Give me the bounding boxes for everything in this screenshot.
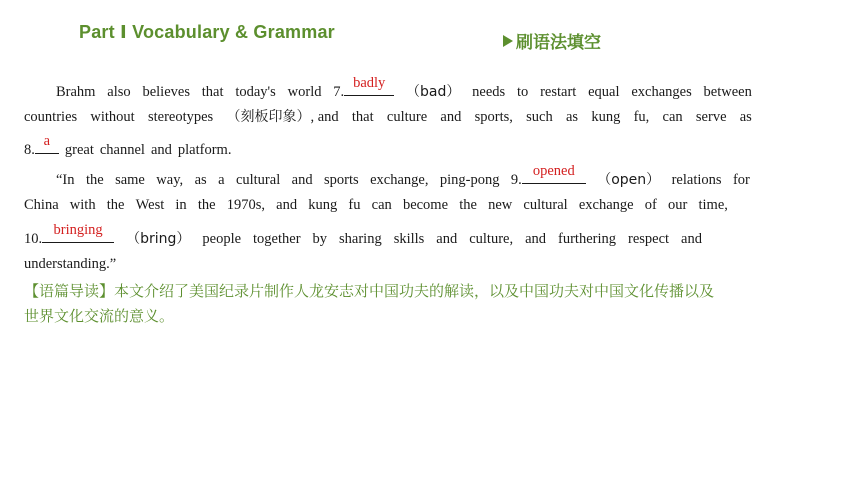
word: the <box>106 197 125 213</box>
word: culture, <box>469 231 514 247</box>
word: for <box>732 172 750 188</box>
answer-line <box>344 75 394 96</box>
answer-line <box>522 163 586 184</box>
answer-line <box>42 222 114 243</box>
word: skills <box>393 231 425 247</box>
word: cultural <box>523 197 568 213</box>
word: Brahm <box>56 84 96 100</box>
word: become <box>402 197 449 213</box>
word: fu <box>348 197 361 213</box>
answer-text: bringing <box>53 222 103 238</box>
reading-guide <box>24 279 784 329</box>
word: China <box>24 197 59 213</box>
blank-9[interactable] <box>510 163 586 189</box>
word: the <box>197 197 216 213</box>
word: and <box>440 109 462 125</box>
passage-line-4 <box>56 163 750 189</box>
answer-text: opened <box>532 163 575 179</box>
word: same <box>115 172 145 188</box>
passage-line-5 <box>24 196 728 214</box>
word: as <box>739 109 752 125</box>
word: West <box>135 197 165 213</box>
word: of <box>644 197 657 213</box>
word: sports <box>324 172 359 188</box>
blank-number: 8. <box>24 142 35 158</box>
word: together <box>253 231 301 247</box>
word: as <box>194 172 207 188</box>
word: and <box>436 231 458 247</box>
word: serve <box>695 109 727 125</box>
word: respect <box>627 231 670 247</box>
word: and <box>681 231 702 247</box>
passage-line-6 <box>24 222 702 248</box>
word: also <box>107 84 131 100</box>
section-title: Part Ⅰ Vocabulary & Grammar <box>79 22 335 42</box>
word: that <box>351 109 374 125</box>
word: platform. <box>177 142 232 158</box>
word: needs <box>472 84 506 100</box>
word: channel <box>99 142 145 158</box>
passage-line-3 <box>24 133 752 159</box>
play-triangle-icon <box>503 35 513 47</box>
blank-number: 9. <box>510 172 522 188</box>
gloss: （刻板印象） <box>226 109 311 125</box>
word: can <box>662 109 683 125</box>
word: , and <box>310 109 339 125</box>
word: between <box>703 84 752 100</box>
word: 1970s, <box>226 197 265 213</box>
hint-word: （open） <box>597 172 661 188</box>
word: the <box>459 197 477 213</box>
word: as <box>565 109 579 125</box>
word: relations <box>671 172 722 188</box>
word: time, <box>698 197 728 213</box>
word: restart <box>540 84 577 100</box>
word: world <box>287 84 322 100</box>
hint-word: （bring） <box>126 231 191 247</box>
word: furthering <box>558 231 616 247</box>
blank-8[interactable] <box>24 133 59 159</box>
word: a <box>218 172 225 188</box>
answer-text: a <box>43 133 51 149</box>
word: can <box>371 197 392 213</box>
word: by <box>312 231 328 247</box>
word: sharing <box>339 231 382 247</box>
word: exchanges <box>631 84 692 100</box>
word: and <box>150 142 172 158</box>
passage-line-2 <box>24 108 752 126</box>
word: exchange, <box>370 172 429 188</box>
exercise-type-label: 刷语法填空 <box>516 33 601 53</box>
word: sports, <box>474 109 513 125</box>
word: “In <box>56 172 75 188</box>
word: believes <box>142 84 190 100</box>
reading-guide-line-1: 【语篇导读】本文介绍了美国纪录片制作人龙安志对中国功夫的解读，以及中国功夫对中国文化传播以及 <box>24 282 715 300</box>
word: people <box>202 231 242 247</box>
word: stereotypes <box>147 109 214 125</box>
word: that <box>201 84 224 100</box>
blank-number: 10. <box>24 231 43 247</box>
reading-guide-line-2: 世界文化交流的意义。 <box>24 307 175 325</box>
word: equal <box>588 84 620 100</box>
word: new <box>488 197 513 213</box>
word: understanding.” <box>24 256 117 272</box>
answer-text: badly <box>353 75 386 91</box>
word: the <box>85 172 104 188</box>
word: our <box>668 197 688 213</box>
hint-word: （bad） <box>405 84 461 100</box>
blank-number: 7. <box>333 84 345 100</box>
blank-10[interactable] <box>24 222 114 248</box>
word: kung <box>591 109 621 125</box>
word: without <box>90 109 135 125</box>
word: and <box>525 231 547 247</box>
word: and <box>276 197 298 213</box>
word: fu, <box>633 109 650 125</box>
passage-line-7 <box>24 255 752 273</box>
word: in <box>175 197 187 213</box>
word: with <box>69 197 96 213</box>
answer-line <box>35 133 59 154</box>
exercise-type-tag <box>503 28 601 53</box>
word: ping-pong <box>439 172 500 188</box>
word: exchange <box>578 197 634 213</box>
word: to <box>516 84 529 100</box>
word: today's <box>235 84 276 100</box>
word: cultural <box>235 172 281 188</box>
word: kung <box>308 197 338 213</box>
word: countries <box>24 109 78 125</box>
word: and <box>291 172 313 188</box>
word: culture <box>386 109 428 125</box>
word: such <box>526 109 553 125</box>
blank-7[interactable] <box>333 75 394 101</box>
word: great <box>64 142 94 158</box>
passage-line-1 <box>56 75 752 101</box>
word: way, <box>156 172 184 188</box>
